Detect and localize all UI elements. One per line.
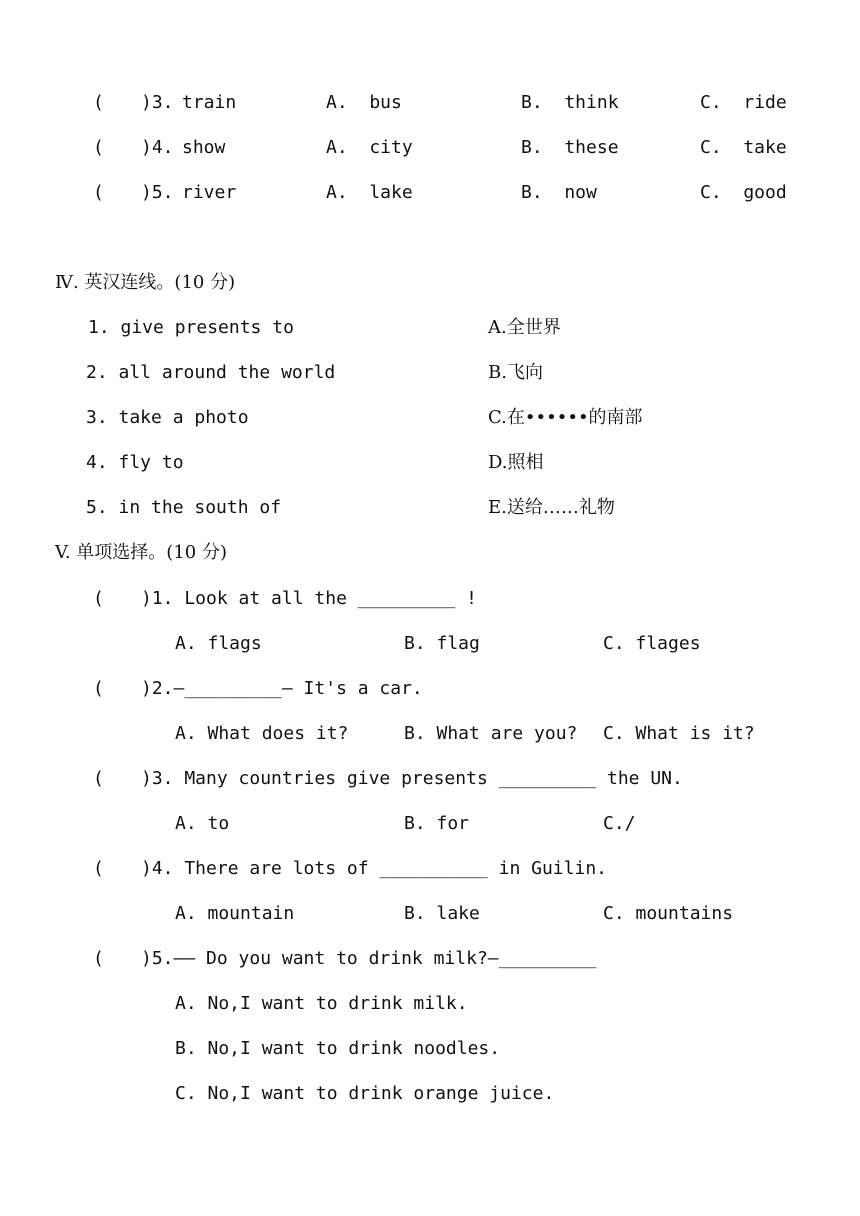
question-stem: )3. Many countries give presents _________ the UN. — [141, 768, 683, 789]
option-a: A. mountain — [175, 903, 295, 924]
matching-left-item: 4. fly to — [86, 452, 184, 473]
answer-paren: ( — [93, 948, 104, 969]
answer-paren: ( — [93, 92, 104, 113]
matching-left-item: 1. give presents to — [88, 317, 294, 338]
option-b: B. lake — [404, 903, 480, 924]
question-stem: )1. Look at all the _________ ! — [141, 588, 477, 609]
option-a: A. bus — [326, 92, 402, 113]
question-stem: )5.—— Do you want to drink milk?—_________ — [141, 948, 597, 969]
option-b: B. these — [521, 137, 619, 158]
option-b: B. flag — [404, 633, 480, 654]
answer-paren: ( — [93, 588, 104, 609]
question-stem: )2.—_________— It's a car. — [141, 678, 423, 699]
answer-paren: ( — [93, 182, 104, 203]
option-c: C. flages — [603, 633, 701, 654]
option-b: B. No,I want to drink noodles. — [175, 1038, 501, 1059]
option-a: A. flags — [175, 633, 262, 654]
matching-left-item: 2. all around the world — [86, 362, 336, 383]
answer-paren: ( — [93, 678, 104, 699]
item-number: )4. — [141, 137, 174, 158]
question-stem: )4. There are lots of __________ in Guilin. — [141, 858, 607, 879]
option-b: B. What are you? — [404, 723, 578, 744]
matching-right-item: B.飞向 — [488, 362, 543, 383]
option-c: C./ — [603, 813, 636, 834]
item-word: train — [182, 92, 237, 113]
matching-left-item: 5. in the south of — [86, 497, 282, 518]
option-a: A. No,I want to drink milk. — [175, 993, 468, 1014]
option-b: B. for — [404, 813, 470, 834]
option-a: A. to — [175, 813, 230, 834]
matching-right-item: A.全世界 — [488, 317, 561, 338]
option-b: B. think — [521, 92, 619, 113]
option-a: A. city — [326, 137, 413, 158]
option-c: C. good — [700, 182, 787, 203]
item-number: )3. — [141, 92, 174, 113]
matching-left-item: 3. take a photo — [86, 407, 249, 428]
answer-paren: ( — [93, 858, 104, 879]
item-word: show — [182, 137, 226, 158]
answer-paren: ( — [93, 137, 104, 158]
option-a: A. lake — [326, 182, 413, 203]
matching-right-item: D.照相 — [488, 452, 544, 473]
answer-paren: ( — [93, 768, 104, 789]
matching-right-item: E.送给……礼物 — [488, 497, 615, 518]
section5-heading: V. 单项选择。(10 分) — [55, 542, 227, 563]
option-c: C. ride — [700, 92, 787, 113]
option-c: C. mountains — [603, 903, 734, 924]
option-b: B. now — [521, 182, 597, 203]
option-a: A. What does it? — [175, 723, 349, 744]
section4-heading: Ⅳ. 英汉连线。(10 分) — [55, 272, 236, 293]
option-c: C. No,I want to drink orange juice. — [175, 1083, 555, 1104]
item-word: river — [182, 182, 237, 203]
matching-right-item: C.在••••••的南部 — [488, 407, 643, 428]
option-c: C. What is it? — [603, 723, 755, 744]
item-number: )5. — [141, 182, 174, 203]
option-c: C. take — [700, 137, 787, 158]
